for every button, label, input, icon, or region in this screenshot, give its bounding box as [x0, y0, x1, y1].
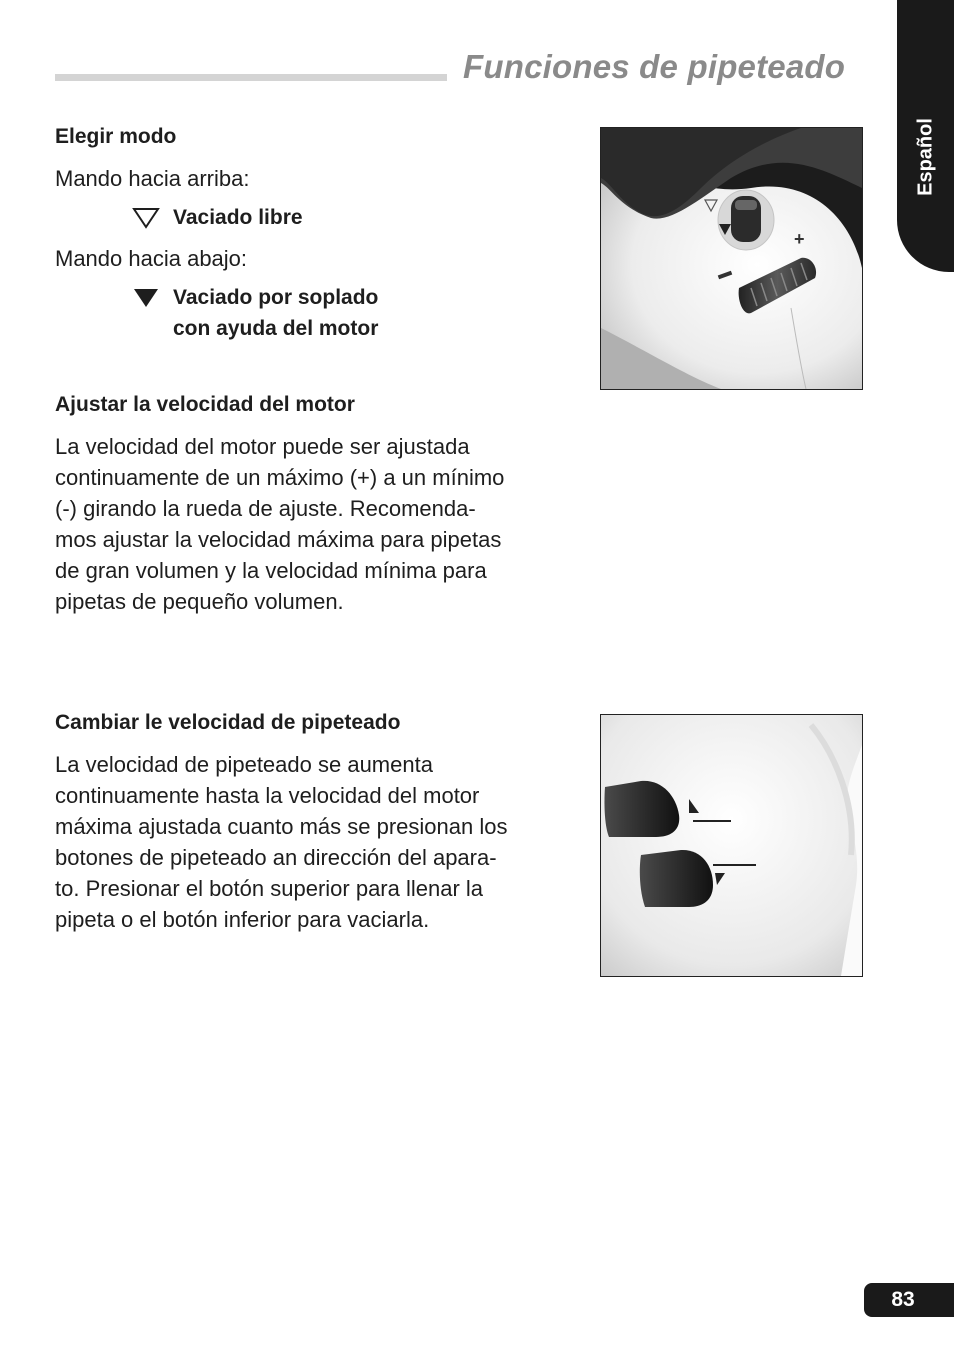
language-tab-label: Español — [914, 118, 936, 196]
pipetting-speed-paragraph — [55, 749, 575, 935]
mode-switch-photo — [600, 127, 863, 390]
page-number: 83 — [864, 1283, 954, 1317]
outline-triangle-down-icon — [132, 207, 160, 229]
section-heading-motor: Ajustar la velocidad del motor — [55, 393, 355, 416]
motor-speed-paragraph — [55, 431, 575, 617]
paragraph-line: to. Presionar el botón superior para llenar la — [55, 876, 484, 901]
paragraph-line: continuamente de un máximo (+) a un mínimo — [55, 465, 505, 490]
section-heading-pipeteado: Cambiar le velocidad de pipeteado — [55, 711, 401, 734]
mode-down-label: Mando hacia abajo: — [55, 246, 248, 271]
mode-up-label: Mando hacia arriba: — [55, 166, 250, 191]
paragraph-line: mos ajustar la velocidad máxima para pipetas — [55, 527, 502, 552]
paragraph-line: continuamente hasta la velocidad del motor — [55, 783, 480, 808]
paragraph-line: de gran volumen y la velocidad mínima para — [55, 558, 487, 583]
pipetting-buttons-photo — [600, 714, 863, 977]
language-tab — [897, 0, 954, 272]
mode-down-option-line1: Vaciado por soplado — [173, 286, 379, 309]
paragraph-line: pipetas de pequeño volumen. — [55, 589, 344, 614]
filled-triangle-down-icon — [132, 287, 160, 309]
svg-text:+: + — [794, 229, 805, 249]
header-rule — [55, 74, 447, 81]
paragraph-line: La velocidad de pipeteado se aumenta — [55, 752, 433, 777]
mode-up-option: Vaciado libre — [173, 206, 303, 229]
paragraph-line: pipeta o el botón inferior para vaciarla. — [55, 907, 430, 932]
paragraph-line: botones de pipeteado an dirección del apara- — [55, 845, 497, 870]
paragraph-line: máxima ajustada cuanto más se presionan los — [55, 814, 508, 839]
paragraph-line: La velocidad del motor puede ser ajustada — [55, 434, 470, 459]
mode-down-option-line2: con ayuda del motor — [173, 317, 379, 340]
page-title: Funciones de pipeteado — [463, 48, 846, 85]
section-heading-modo: Elegir modo — [55, 125, 177, 148]
paragraph-line: (-) girando la rueda de ajuste. Recomenda- — [55, 496, 476, 521]
